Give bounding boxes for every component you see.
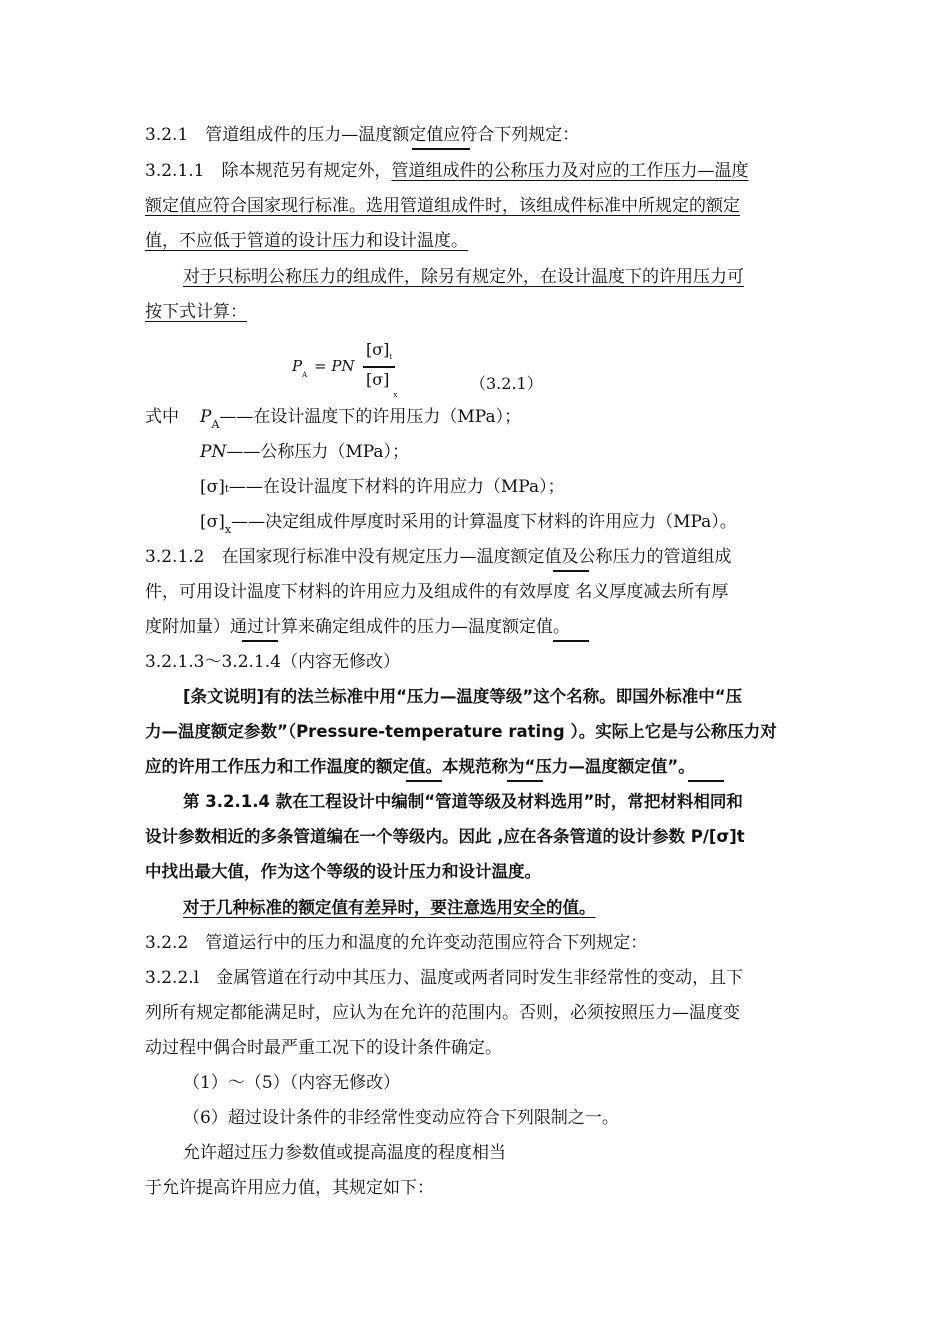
formula-lhs: $P_A$ <box>292 357 308 379</box>
clause-3-2-2: 3.2.2 管道运行中的压力和温度的允许变动范围应符合下列规定： <box>145 933 648 953</box>
clause-3-2-1-1-line3: 值，不应低于管道的设计压力和设计温度。 <box>145 231 468 251</box>
items-1-5: （1）～（5）（内容无修改） <box>183 1073 401 1093</box>
clause-3-2-1: 3.2.1 管道组成件的压力—温度额定值应符合下列规定： <box>145 125 580 145</box>
allowable-pressure-intro-line2: 按下式计算： <box>145 302 247 322</box>
clause-3-2-1-2-line1: 3.2.1.2 在国家现行标准中没有规定压力—温度额定值及公称压力的管道组成 <box>145 547 732 567</box>
clause-3-2-2-1-line1: 3.2.2.l 金属管道在行动中其压力、温度或两者同时发生非经常性的变动，且下 <box>145 968 744 988</box>
underline-mark <box>688 780 724 782</box>
paragraph-allowance-line1: 允许超过压力参数值或提高温度的程度相当 <box>183 1143 506 1163</box>
explanation-line2: 力—温度额定参数”（Pressure-temperature rating ）。实际上它是与公称压力对 <box>145 722 777 741</box>
explanation-line4: 第 3.2.1.4 款在工程设计中编制“管道等级及材料选用”时，常把材料相同和 <box>183 792 743 811</box>
underline-mark <box>507 780 543 782</box>
fraction-bar <box>363 366 395 368</box>
underline-mark <box>242 640 278 642</box>
explanation-line6: 中找出最大值，作为这个等级的设计压力和设计温度。 <box>145 862 541 881</box>
item-6: （6）超过设计条件的非经常性变动应符合下列限制之一。 <box>183 1108 619 1128</box>
clause-3-2-1-1-line1 <box>145 160 748 182</box>
clause-3-2-1-1-lead: 3.2.1.1 除本规范另有规定外， <box>145 161 392 181</box>
paragraph-allowance-line2: 于允许提高许用应力值，其规定如下： <box>145 1178 434 1198</box>
explanation-line3: 应的许用工作压力和工作温度的额定值。本规范称为“压力—温度额定值”。 <box>145 757 695 776</box>
formula-denominator: $[\sigma]_x$ <box>366 370 398 399</box>
definition-sigma-t: [σ]t——在设计温度下材料的许用应力（MPa）； <box>200 477 565 497</box>
where-label: 式中 <box>145 407 179 427</box>
formula-number: （3.2.1） <box>470 374 543 393</box>
definition-sigma-x: $[\sigma]_x——$决定组成件厚度时采用的计算温度下材料的许用应力（MPa）。 <box>200 512 737 536</box>
clause-3-2-2-1-line3: 动过程中偶合时最严重工况下的设计条件确定。 <box>145 1038 502 1058</box>
explanation-line1: [条文说明]有的法兰标准中用“压力—温度等级”这个名称。即国外标准中“压 <box>183 687 743 706</box>
explanation-line5: 设计参数相近的多条管道编在一个等级内。因此 ,应在各条管道的设计参数 P/[σ]t <box>145 827 745 846</box>
definition-pn: PN——公称压力（MPa）； <box>200 442 410 462</box>
explanation-line7: 对于几种标准的额定值有差异时，要注意选用安全的值。 <box>183 898 596 917</box>
clause-3-2-2-1-line2: 列所有规定都能满足时，应认为在允许的范围内。否则，必须按照压力—温度变 <box>145 1003 740 1023</box>
clause-3-2-1-1-inserted-a: 管道组成件的公称压力及对应的工作压力—温度 <box>391 161 749 181</box>
underline-mark <box>412 148 470 150</box>
definition-pa: $P_A——$在设计温度下的许用压力（MPa）； <box>200 407 522 431</box>
underline-mark <box>553 640 589 642</box>
formula-eq: = PN <box>314 357 355 375</box>
formula-numerator: $[\sigma]_t$ <box>366 340 393 361</box>
underline-mark <box>553 570 589 572</box>
clause-3-2-1-2-line2: 件，可用设计温度下材料的许用应力及组成件的有效厚度 名义厚度减去所有厚 <box>145 582 729 602</box>
clause-3-2-1-1-line2: 额定值应符合国家现行标准。选用管道组成件时，该组成件标准中所规定的额定 <box>145 196 740 216</box>
clause-3-2-1-2-line3: 度附加量）通过计算来确定组成件的压力—温度额定值。 <box>145 617 570 637</box>
allowable-pressure-intro-line1: 对于只标明公称压力的组成件，除另有规定外，在设计温度下的许用压力可 <box>183 267 744 287</box>
clause-3-2-1-3-4: 3.2.1.3～3.2.1.4（内容无修改） <box>145 652 400 672</box>
underline-mark <box>406 780 442 782</box>
